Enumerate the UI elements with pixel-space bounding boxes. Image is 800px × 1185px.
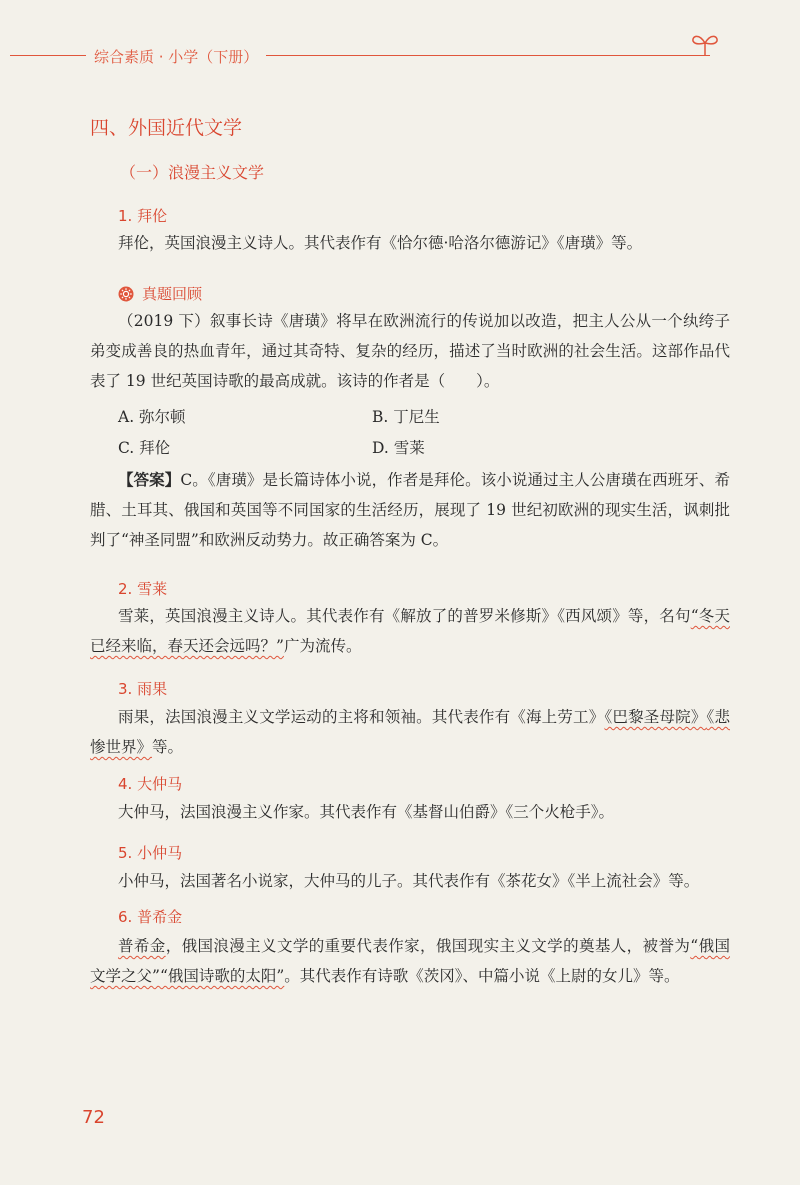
option-c: C. 拜伦 xyxy=(118,439,171,457)
pushkin-text-end: 。其代表作有诗歌《茨冈》、中篇小说《上尉的女儿》等。 xyxy=(284,967,680,985)
pushkin-title-poetry: “俄国诗歌的太阳” xyxy=(159,967,285,985)
shelley-quote: “冬天已经来临，春天还会远吗？” xyxy=(90,607,730,655)
heading-pushkin: 6. 普希金 xyxy=(118,908,183,926)
pushkin-name: 普希金 xyxy=(118,937,166,955)
heading-dumas-pere: 4. 大仲马 xyxy=(118,775,183,793)
heading-hugo: 3. 雨果 xyxy=(118,680,168,698)
heading-byron: 1. 拜伦 xyxy=(118,207,168,225)
hugo-paragraph xyxy=(90,702,730,762)
hugo-text-end: 等。 xyxy=(152,738,184,756)
sun-icon xyxy=(118,286,134,302)
review-heading: 真题回顾 xyxy=(142,285,203,303)
hugo-text: 雨果，法国浪漫主义文学运动的主将和领袖。其代表作有《海上劳工》 xyxy=(118,708,605,726)
page-number: 72 xyxy=(82,1107,105,1128)
sprout-icon xyxy=(690,30,720,58)
pushkin-paragraph xyxy=(90,931,730,991)
dumas-pere-paragraph: 大仲马，法国浪漫主义作家。其代表作有《基督山伯爵》《三个火枪手》。 xyxy=(118,803,615,821)
running-header: 综合素质 · 小学（下册） xyxy=(86,46,266,67)
dumas-fils-paragraph: 小仲马，法国著名小说家，大仲马的儿子。其代表作有《茶花女》《半上流社会》等。 xyxy=(118,872,700,890)
shelley-paragraph xyxy=(90,601,730,661)
heading-shelley: 2. 雪莱 xyxy=(118,580,168,598)
option-a: A. 弥尔顿 xyxy=(118,408,186,426)
subsection-title: （一）浪漫主义文学 xyxy=(120,163,265,182)
pushkin-text: ，俄国浪漫主义文学的重要代表作家，俄国现实主义文学的奠基人，被誉为 xyxy=(165,937,691,955)
hugo-work-notre-dame: 《巴黎圣母院》 xyxy=(604,708,707,726)
shelley-text-end: 广为流传。 xyxy=(283,637,362,655)
option-d: D. 雪莱 xyxy=(372,439,425,457)
answer-text: C。《唐璜》是长篇诗体小说，作者是拜伦。该小说通过主人公唐璜在西班牙、希腊、土耳其、俄国和英国等不同国家的生活经历，展现了 19 世纪初欧洲的现实生活，讽刺批判了“神圣同盟”和欧洲反动势力。故正确答案为 C。 xyxy=(90,471,730,549)
shelley-text: 雪莱，英国浪漫主义诗人。其代表作有《解放了的普罗米修斯》《西风颂》等，名句 xyxy=(118,607,691,625)
section-title: 四、外国近代文学 xyxy=(90,117,243,139)
answer-paragraph xyxy=(90,465,730,555)
pushkin-title-literature: “俄国文学之父” xyxy=(90,937,730,985)
byron-paragraph: 拜伦，英国浪漫主义诗人。其代表作有《恰尔德·哈洛尔德游记》《唐璜》等。 xyxy=(118,234,643,252)
hugo-work-les-miserables: 《悲惨世界》 xyxy=(90,708,730,756)
heading-dumas-fils: 5. 小仲马 xyxy=(118,844,183,862)
answer-label: 【答案】 xyxy=(118,470,181,489)
review-question: （2019 下）叙事长诗《唐璜》将早在欧洲流行的传说加以改造，把主人公从一个纨绔子弟变成善良的热血青年，通过其奇特、复杂的经历，描述了当时欧洲的社会生活。这部作品代表了 19 世纪英国诗歌的最高成就。该诗的作者是（ ）。 xyxy=(90,312,730,390)
option-b: B. 丁尼生 xyxy=(372,408,440,426)
review-header xyxy=(118,283,202,304)
